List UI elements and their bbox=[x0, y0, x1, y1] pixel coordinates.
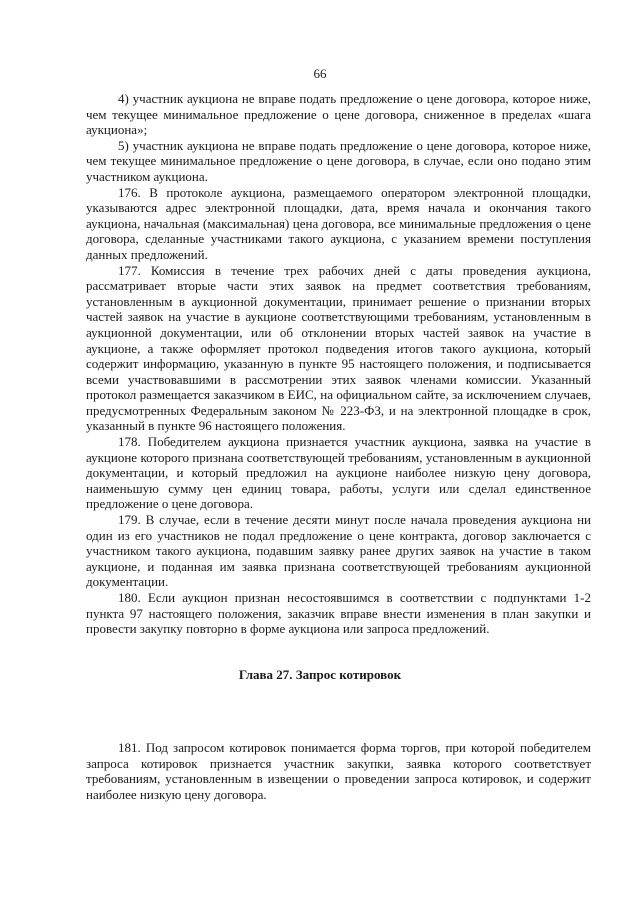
paragraph-178: 178. Победителем аукциона признается участник аукциона, заявка на участие в аукционе которого признана соответствующей требованиям, установленным в аукционной документации, и который предложил на аукционе наиболее низкую цену договора, наименьшую сумму цен единиц товара, работы, услуги или сделал единственное предложение о цене договора. bbox=[86, 434, 591, 512]
paragraph-item-4: 4) участник аукциона не вправе подать предложение о цене договора, которое ниже, чем текущее минимальное предложение о цене договора, сниженное в пределах «шага аукциона»; bbox=[86, 91, 591, 138]
paragraph-176: 176. В протоколе аукциона, размещаемого оператором электронной площадки, указываются адрес электронной площадки, дата, время начала и окончания такого аукциона, начальная (максимальная) цена договора, все минимальные предложения о цене договора, сделанные участниками такого аукциона, с указанием времени поступления данных предложений. bbox=[86, 184, 591, 262]
paragraph-181: 181. Под запросом котировок понимается форма торгов, при которой победителем запроса котировок признается участник закупки, заявка которого соответствует требованиям, установленным в извещении о проведении запроса котировок, и содержит наиболее низкую цену договора. bbox=[86, 740, 591, 802]
chapter-heading: Глава 27. Запрос котировок bbox=[238, 667, 402, 682]
paragraph-item-5: 5) участник аукциона не вправе подать предложение о цене договора, которое ниже, чем текущее минимальное предложение о цене договора, в случае, если оно подано этим участником аукциона. bbox=[86, 137, 591, 184]
paragraph-177: 177. Комиссия в течение трех рабочих дней с даты проведения аукциона, рассматривает вторые части этих заявок на предмет соответствия требованиям, установленным в аукционной документации, принимает решение о признании вторых частей заявок на участие в аукционе соответствующими требованиям, установленным в аукционной документации, или об отклонении вторых частей заявок на участие в аукционе, а также оформляет протокол подведения итогов такого аукциона, который содержит информацию, указанную в пункте 95 настоящего положения, и подписывается всеми участвовавшими в рассмотрении этих заявок членами комиссии. Указанный протокол размещается заказчиком в ЕИС, на официальном сайте, за исключением случаев, предусмотренных Федеральным законом № 223-ФЗ, и на электронной площадке в срок, указанный в пункте 96 настоящего положения. bbox=[86, 262, 591, 434]
section-text-top bbox=[86, 91, 591, 637]
paragraph-179: 179. В случае, если в течение десяти минут после начала проведения аукциона ни один из его участников не подал предложение о цене контракта, договор заключается с участником такого аукциона, подавшим заявку ранее других заявок на участие в таком аукционе, и поданная им заявка признана соответствующей требованиям аукционной документации. bbox=[86, 512, 591, 590]
paragraph-180: 180. Если аукцион признан несостоявшимся в соответствии с подпунктами 1-2 пункта 97 настоящего положения, заказчик вправе внести изменения в план закупки и провести закупку повторно в форме аукциона или запроса предложений. bbox=[86, 590, 591, 637]
page-number: 66 bbox=[313, 66, 327, 81]
section-text-chapter-27 bbox=[86, 740, 591, 802]
